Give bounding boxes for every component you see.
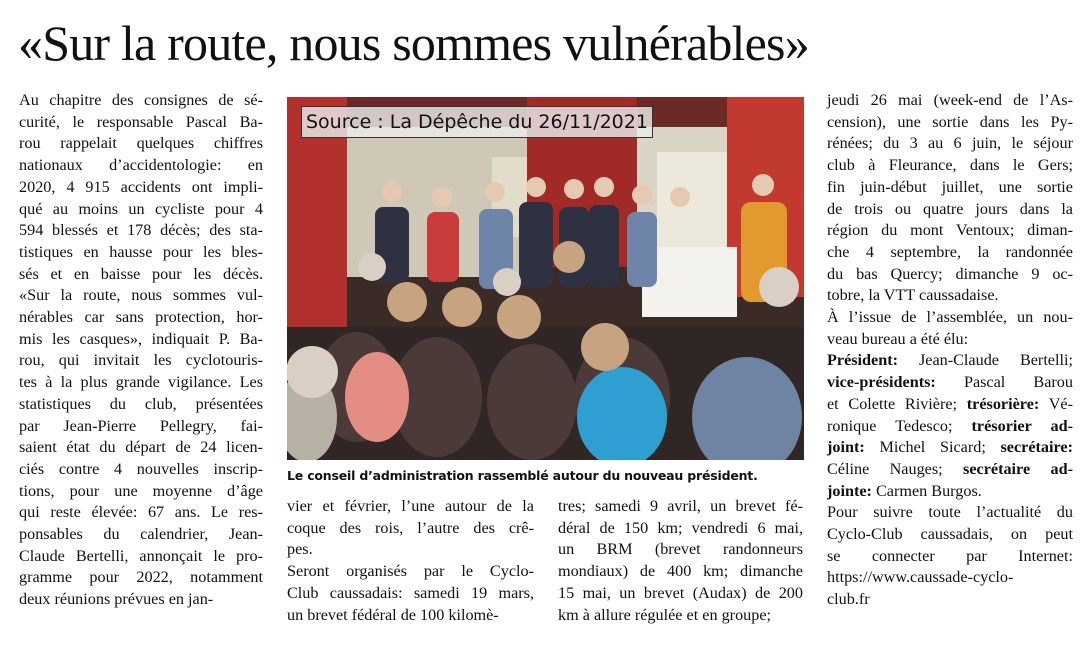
text-line: tions, pour une moyenne d’âge xyxy=(19,481,263,500)
text-line: Club caussadais: samedi 19 mars, xyxy=(287,583,534,602)
text-line: 2020, 4 915 accidents ont impli- xyxy=(19,177,263,196)
photo-source-label: Source : La Dépêche du 26/11/2021 xyxy=(301,106,653,138)
bureau-line: joint: Michel Sicard; secrétaire: xyxy=(827,438,1073,457)
bureau-line: ronique Tedesco; trésorier ad- xyxy=(827,416,1073,435)
text-line: rou, qui invitait les cyclotouris- xyxy=(19,351,263,370)
text-line: deux réunions prévues en jan- xyxy=(19,590,214,609)
text-line: curité, le responsable Pascal Ba- xyxy=(19,112,263,131)
text-line: tres; samedi 9 avril, un brevet fé- xyxy=(558,497,803,515)
text-line: club à Fleurance, dans le Gers; xyxy=(827,156,1073,175)
meeting-photo-illustration xyxy=(287,97,804,460)
text-line: 15 mai, un brevet (Audax) de 200 xyxy=(558,583,803,602)
text-line: mis les casques», indiquait P. Ba- xyxy=(19,329,263,348)
text-line: nationaux d’accidentologie: en xyxy=(19,156,263,175)
text-line: du bas Quercy; dimanche 9 oc- xyxy=(827,264,1073,283)
text-line: statistiques du club, présentées xyxy=(19,394,263,413)
text-line: rou rappelait quelques chiffres xyxy=(19,134,263,153)
text-line: 594 blessés et 178 décès; des sta- xyxy=(19,221,263,240)
text-line: qué au moins un cycliste pour 4 xyxy=(19,199,263,218)
text-line: À l’issue de l’assemblée, un nou- xyxy=(827,308,1073,327)
text-line: «Sur la route, nous sommes vul- xyxy=(19,286,263,305)
photo-caption: Le conseil d’administration rassemblé autour du nouveau président. xyxy=(287,468,758,483)
article-column-3 xyxy=(558,496,803,626)
text-line: Seront organisés par le Cyclo- xyxy=(287,562,534,581)
bureau-line: Président: Jean-Claude Bertelli; xyxy=(827,351,1073,370)
text-line: déral de 150 km; vendredi 6 mai, xyxy=(558,518,803,537)
text-line: Pour suivre toute l’actualité du xyxy=(827,503,1073,522)
article-headline: «Sur la route, nous sommes vulnérables» xyxy=(18,15,809,71)
text-line: nérables car sans protection, hor- xyxy=(19,308,263,327)
text-line: https://www.caussade-cyclo- xyxy=(827,568,1014,587)
bureau-line: jointe: Carmen Burgos. xyxy=(827,481,982,500)
text-line: km à allure régulée et en groupe; xyxy=(558,605,772,624)
text-line: Claude Bertelli, annonçait le pro- xyxy=(19,546,263,565)
text-line: jeudi 26 mai (week-end de l’As- xyxy=(827,91,1073,109)
text-line: gramme pour 2022, notamment xyxy=(19,568,263,587)
bureau-line: Céline Nauges; secrétaire ad- xyxy=(827,459,1073,478)
text-line: rénées; du 3 au 6 juin, le séjour xyxy=(827,134,1073,153)
text-line: che 4 septembre, la randonnée xyxy=(827,242,1073,261)
text-line: club.fr xyxy=(827,590,870,609)
text-line: tobre, la VTT caussadaise. xyxy=(827,286,999,305)
text-line: région du mont Ventoux; diman- xyxy=(827,221,1073,240)
bureau-line: et Colette Rivière; trésorière: Vé- xyxy=(827,394,1073,413)
text-line: ponsables du calendrier, Jean- xyxy=(19,525,263,544)
article-column-4 xyxy=(827,90,1073,611)
text-line: par Jean-Pierre Pellegry, fai- xyxy=(19,416,263,435)
text-line: cension), une sortie dans les Py- xyxy=(827,112,1073,131)
article-photo xyxy=(287,97,804,460)
text-line: sés et en baisse pour les décès. xyxy=(19,264,263,283)
text-line: qui reste élevée: 67 ans. Le res- xyxy=(19,503,263,522)
text-line: mondiaux) de 400 km; dimanche xyxy=(558,562,803,581)
bureau-list xyxy=(827,350,1073,502)
text-line: veau bureau a été élu: xyxy=(827,329,969,348)
text-line: coque des rois, l’autre des crê- xyxy=(287,518,534,537)
text-line: Au chapitre des consignes de sé- xyxy=(19,91,263,109)
text-line: vier et février, l’une autour de la xyxy=(287,497,534,515)
text-line: tes à la plus grande vigilance. Les xyxy=(19,373,263,392)
text-line: saient état du départ de 24 licen- xyxy=(19,438,263,457)
bureau-line: vice-présidents: Pascal Barou xyxy=(827,373,1073,392)
article-column-2 xyxy=(287,496,534,626)
text-line: fin juin-début juillet, une sortie xyxy=(827,177,1073,196)
text-line: tistiques en hausse pour les bles- xyxy=(19,242,263,261)
text-line: de trois ou quatre jours dans la xyxy=(827,199,1073,218)
text-line: un BRM (brevet randonneurs xyxy=(558,540,803,559)
text-line: ciés contre 4 nouvelles inscrip- xyxy=(19,459,263,478)
article-column-1 xyxy=(19,90,263,611)
text-line: un brevet fédéral de 100 kilomè- xyxy=(287,605,499,624)
text-line: Cyclo-Club caussadais, on peut xyxy=(827,525,1073,544)
text-line: pes. xyxy=(287,540,313,559)
text-line: se connecter par Internet: xyxy=(827,546,1073,565)
